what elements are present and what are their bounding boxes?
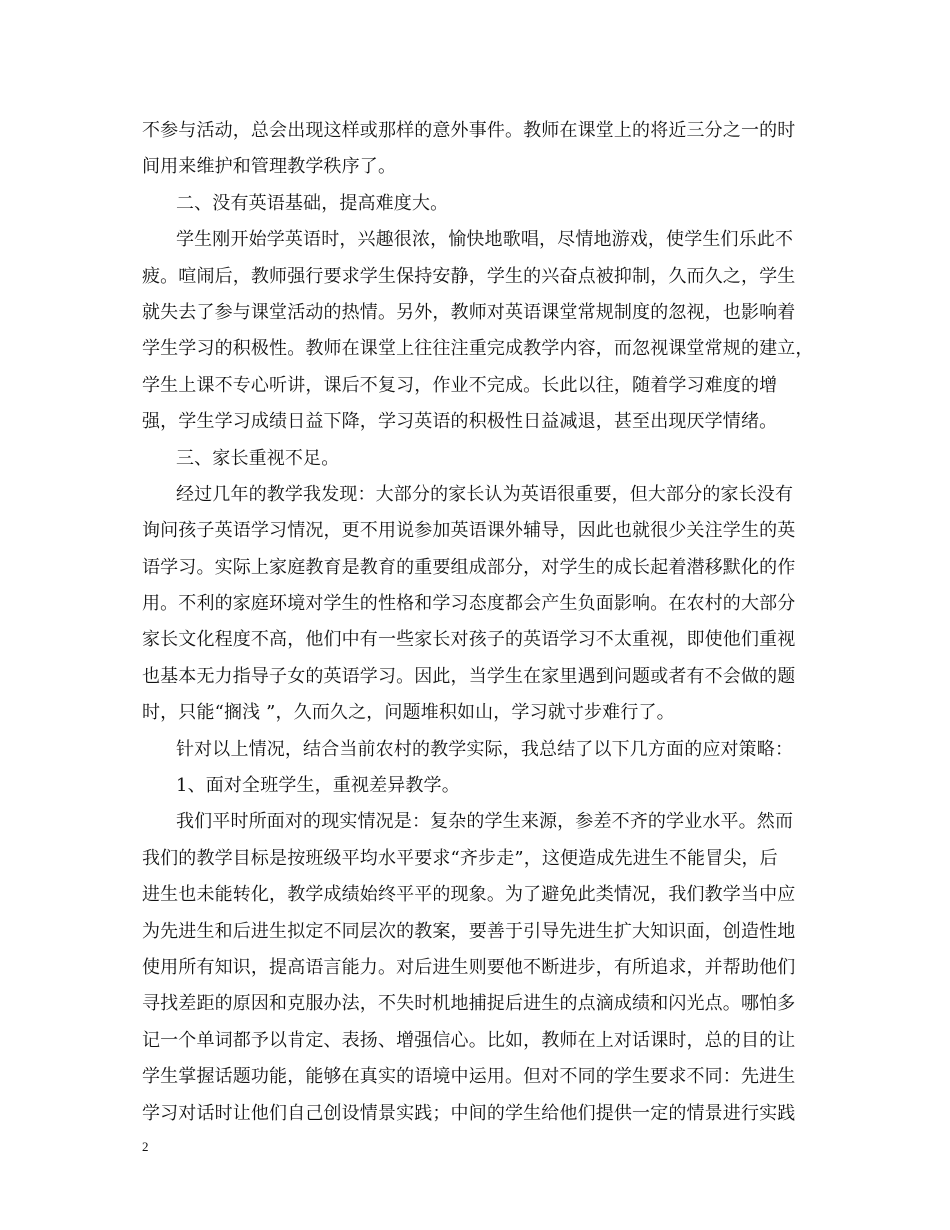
text-line: 二、没有英语基础，提高难度大。 — [176, 192, 449, 214]
page-number: 2 — [142, 1139, 149, 1154]
text-line: 三、家长重视不足。 — [176, 447, 340, 469]
text-line: 间用来维护和管理教学秩序了。 — [142, 156, 397, 178]
text-line: 我们的教学目标是按班级平均水平要求“齐步走”，这便造成先进生不能冒尖，后 — [142, 847, 778, 869]
text-line: 就失去了参与课堂活动的热情。另外，教师对英语课堂常规制度的忽视，也影响着 — [142, 301, 796, 323]
text-line: 学习对话时让他们自己创设情景实践；中间的学生给他们提供一定的情景进行实践 — [142, 1102, 796, 1124]
text-line: 1、面对全班学生，重视差异教学。 — [176, 775, 460, 797]
text-line: 不参与活动，总会出现这样或那样的意外事件。教师在课堂上的将近三分之一的时 — [142, 120, 796, 141]
text-line: 也基本无力指导子女的英语学习。因此，当学生在家里遇到问题或者有不会做的题 — [142, 665, 796, 687]
text-line: 使用所有知识，提高语言能力。对后进生则要他不断进步，有所追求，并帮助他们 — [142, 956, 796, 978]
text-line: 疲。喧闹后，教师强行要求学生保持安静，学生的兴奋点被抑制，久而久之，学生 — [142, 265, 796, 287]
text-line: 为先进生和后进生拟定不同层次的教案，要善于引导先进生扩大知识面，创造性地 — [142, 920, 796, 942]
text-line: 我们平时所面对的现实情况是：复杂的学生来源，参差不齐的学业水平。然而 — [176, 811, 794, 833]
text-line: 针对以上情况，结合当前农村的教学实际，我总结了以下几方面的应对策略： — [176, 738, 794, 760]
text-line: 学生学习的积极性。教师在课堂上往往注重完成教学内容，而忽视课堂常规的建立， — [142, 338, 814, 360]
text-line: 强，学生学习成绩日益下降，学习英语的积极性日益减退，甚至出现厌学情绪。 — [142, 411, 778, 433]
text-line: 记一个单词都予以肯定、表扬、增强信心。比如，教师在上对话课时，总的目的让 — [142, 1029, 796, 1051]
text-line: 学生上课不专心听讲，课后不复习，作业不完成。长此以往，随着学习难度的增 — [142, 374, 778, 396]
body-text — [142, 113, 827, 1132]
text-line: 询问孩子英语学习情况，更不用说参加英语课外辅导，因此也就很少关注学生的英 — [142, 520, 796, 542]
text-line: 用。不利的家庭环境对学生的性格和学习态度都会产生负面影响。在农村的大部分 — [142, 593, 796, 615]
text-line: 学生掌握话题功能，能够在真实的语境中运用。但对不同的学生要求不同：先进生 — [142, 1066, 796, 1088]
text-line: 寻找差距的原因和克服办法，不失时机地捕捉后进生的点滴成绩和闪光点。哪怕多 — [142, 993, 796, 1015]
text-line: 时，只能“搁浅 ”，久而久之，问题堆积如山，学习就寸步难行了。 — [142, 702, 675, 724]
text-line: 家长文化程度不高，他们中有一些家长对孩子的英语学习不太重视，即使他们重视 — [142, 629, 796, 651]
text-line: 进生也未能转化，教学成绩始终平平的现象。为了避免此类情况，我们教学当中应 — [142, 884, 796, 906]
text-line: 学生刚开始学英语时，兴趣很浓，愉快地歌唱，尽情地游戏，使学生们乐此不 — [176, 229, 794, 251]
text-line: 语学习。实际上家庭教育是教育的重要组成部分，对学生的成长起着潜移默化的作 — [142, 556, 796, 578]
text-line: 经过几年的教学我发现：大部分的家长认为英语很重要，但大部分的家长没有 — [176, 483, 794, 505]
